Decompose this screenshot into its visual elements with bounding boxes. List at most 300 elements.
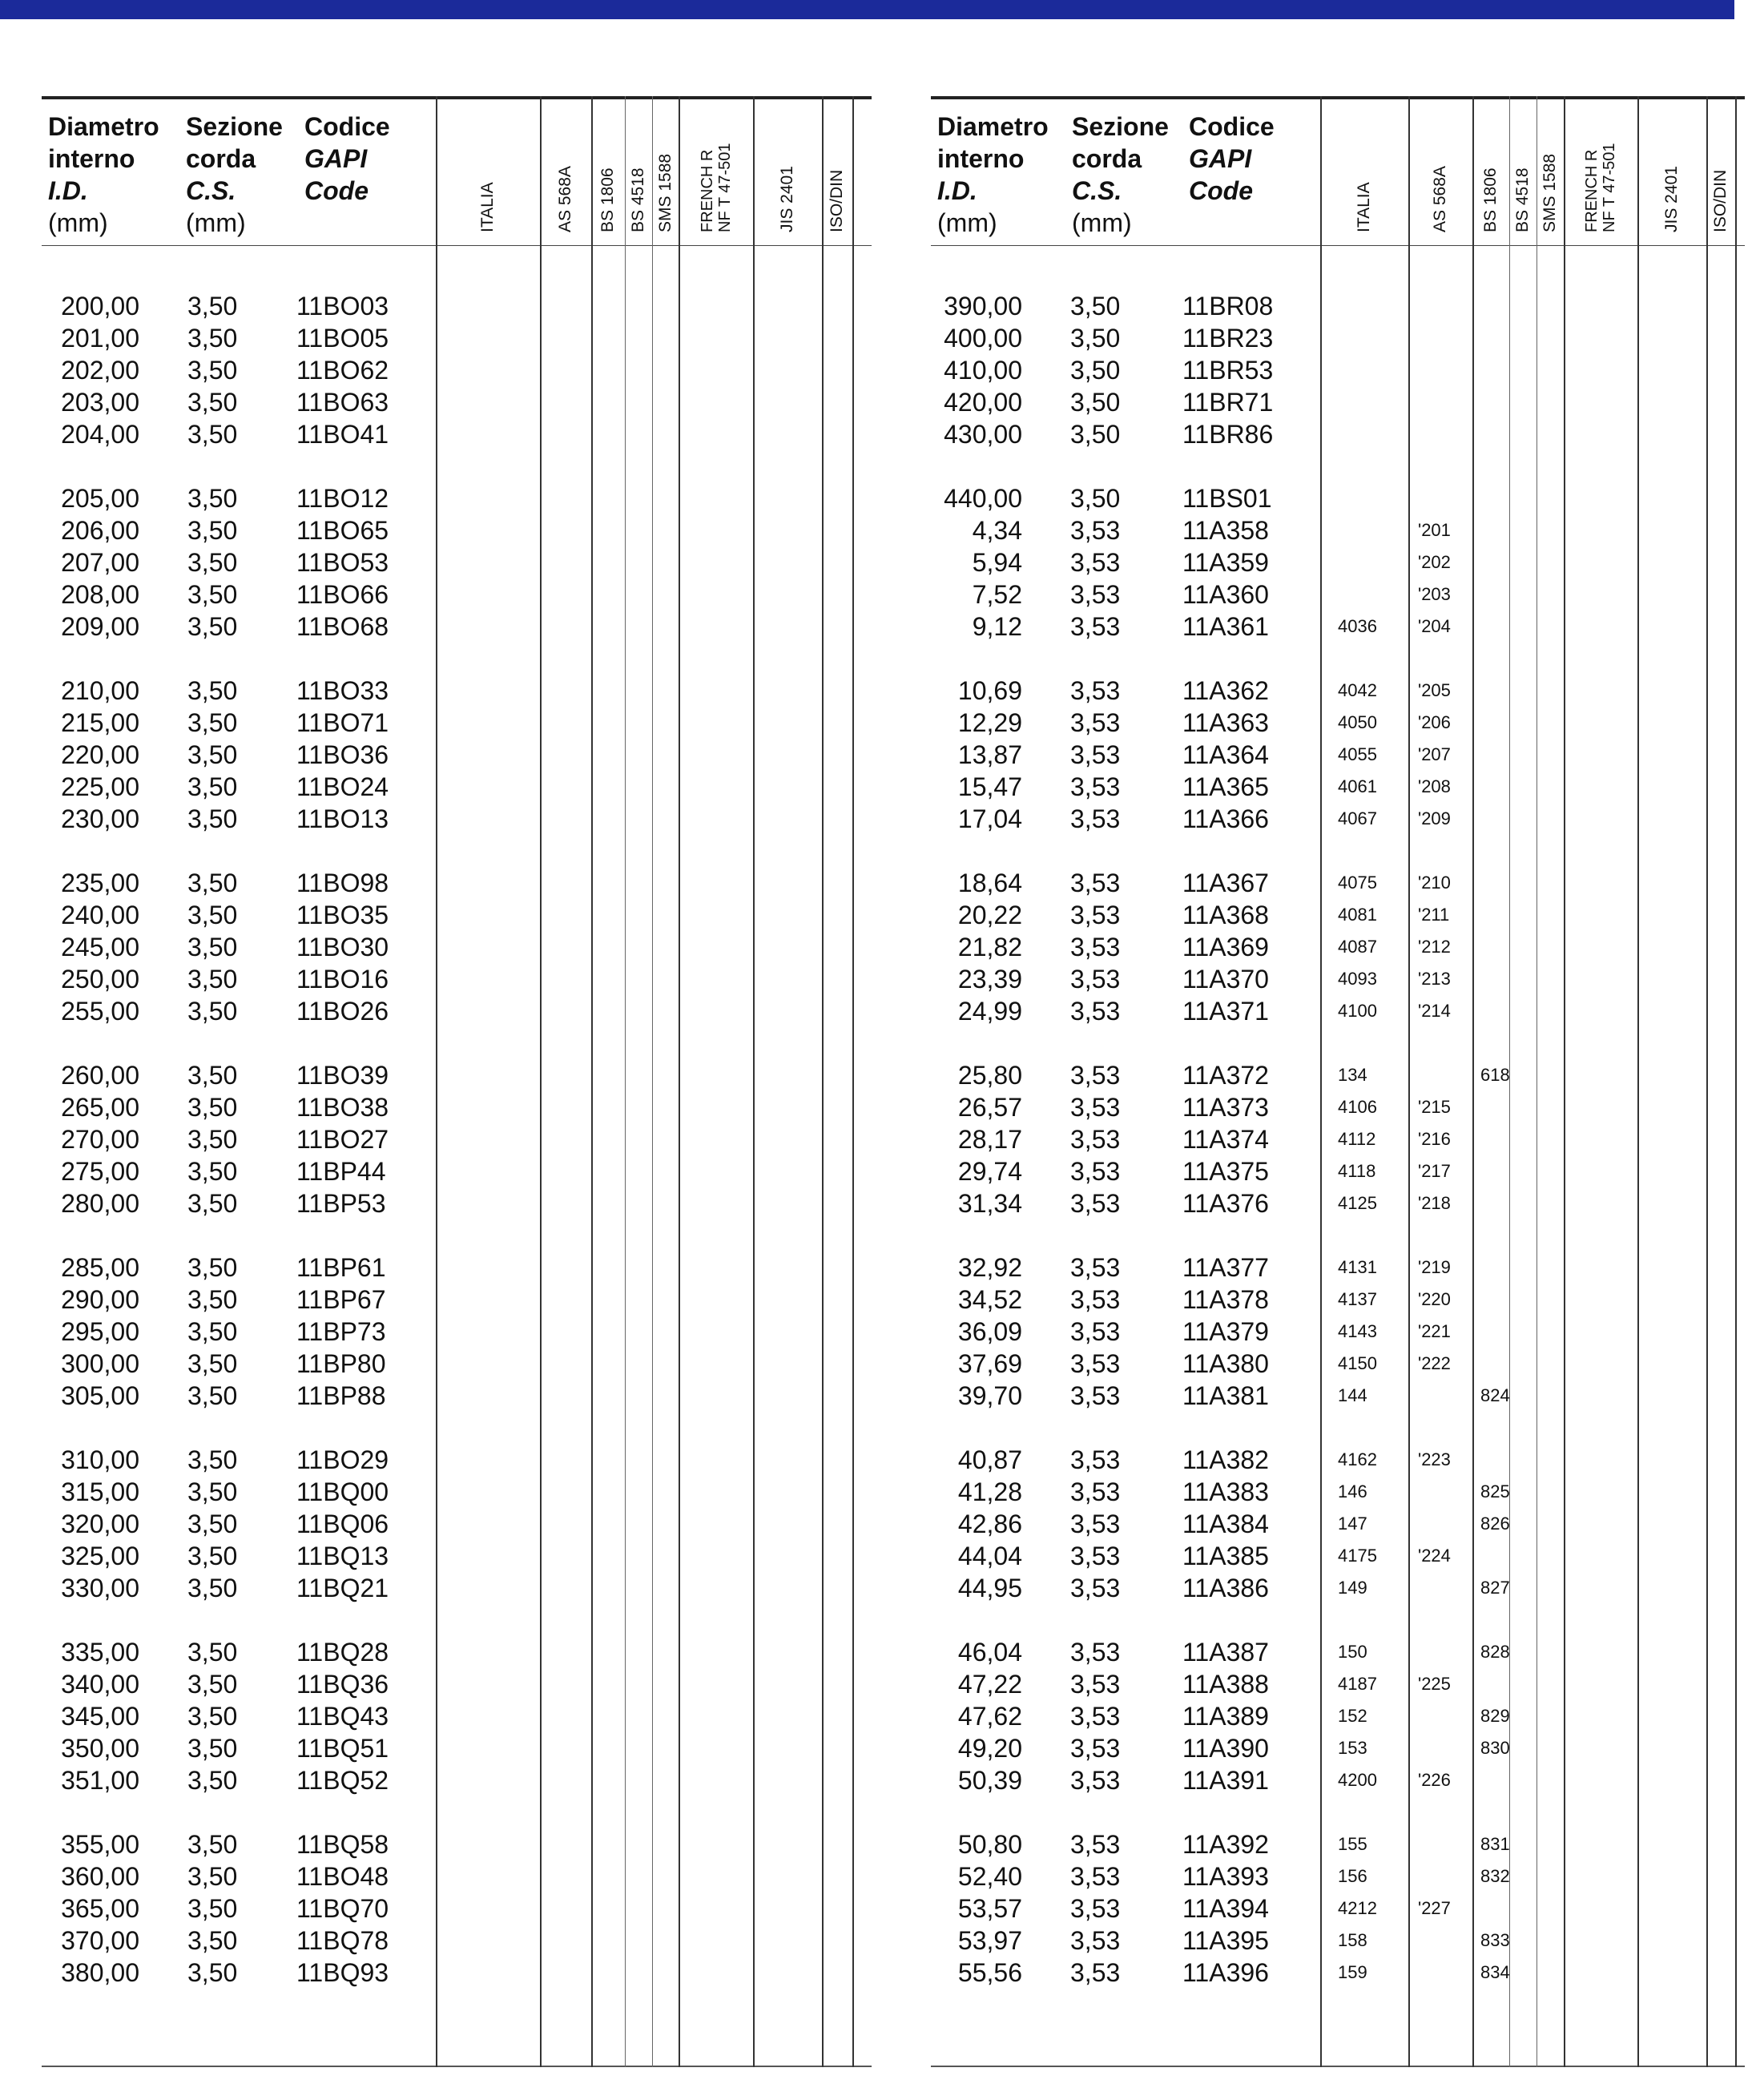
cell-diameter: 44,04 bbox=[957, 1542, 1022, 1570]
cell-italia: 4050 bbox=[1338, 712, 1377, 732]
cell-code: 11BP73 bbox=[296, 1317, 386, 1346]
cell-code: 11BO27 bbox=[296, 1125, 389, 1154]
cell-code: 11A367 bbox=[1182, 869, 1269, 897]
cell-code: 11A359 bbox=[1182, 548, 1269, 577]
header-jis2401 bbox=[1648, 152, 1696, 232]
cell-code: 11A395 bbox=[1182, 1926, 1269, 1955]
cell-as568a: '215 bbox=[1418, 1097, 1451, 1117]
table-row bbox=[931, 1892, 1745, 1925]
cell-diameter: 55,56 bbox=[957, 1958, 1022, 1987]
cell-diameter: 42,86 bbox=[957, 1510, 1022, 1538]
cell-cross-section: 3,53 bbox=[1070, 1574, 1121, 1602]
cell-code: 11BO35 bbox=[296, 901, 389, 929]
cell-code: 11A388 bbox=[1182, 1670, 1269, 1699]
header-line: Diametro bbox=[937, 112, 1049, 141]
cell-code: 11A376 bbox=[1182, 1189, 1269, 1218]
cell-italia: 144 bbox=[1338, 1385, 1367, 1405]
table-row bbox=[42, 1732, 872, 1764]
header-line: Diametro bbox=[48, 112, 159, 141]
cell-code: 11BO68 bbox=[296, 612, 389, 641]
cell-as568a: '221 bbox=[1418, 1321, 1451, 1341]
cell-as568a: '218 bbox=[1418, 1193, 1451, 1213]
cell-diameter: 225,00 bbox=[61, 772, 139, 801]
standard-label-line: FRENCH R bbox=[698, 149, 716, 232]
cell-diameter: 235,00 bbox=[61, 869, 139, 897]
cell-code: 11BO05 bbox=[296, 324, 389, 353]
cell-diameter: 209,00 bbox=[61, 612, 139, 641]
cell-diameter: 24,99 bbox=[957, 997, 1022, 1026]
cell-cross-section: 3,53 bbox=[1070, 1926, 1121, 1955]
cell-diameter: 370,00 bbox=[61, 1926, 139, 1955]
cell-code: 11BQ70 bbox=[296, 1894, 389, 1923]
cell-diameter: 350,00 bbox=[61, 1734, 139, 1763]
cell-cross-section: 3,50 bbox=[187, 1734, 238, 1763]
table-row bbox=[42, 675, 872, 707]
table-bottom-rule bbox=[931, 2066, 1745, 2067]
cell-italia: 4137 bbox=[1338, 1289, 1377, 1309]
header-line: interno bbox=[48, 144, 135, 173]
cell-cross-section: 3,50 bbox=[187, 1638, 238, 1667]
table-row bbox=[931, 354, 1745, 386]
cell-diameter: 250,00 bbox=[61, 965, 139, 994]
cell-code: 11BO62 bbox=[296, 356, 389, 385]
cell-italia: 159 bbox=[1338, 1962, 1367, 1982]
cell-as568a: '214 bbox=[1418, 1001, 1451, 1021]
standard-label bbox=[1583, 143, 1618, 232]
cell-code: 11BO41 bbox=[296, 420, 389, 449]
cell-code: 11A362 bbox=[1182, 676, 1269, 705]
cell-as568a: '206 bbox=[1418, 712, 1451, 732]
cell-cross-section: 3,53 bbox=[1070, 1510, 1121, 1538]
table-row bbox=[931, 1925, 1745, 1957]
cell-code: 11A385 bbox=[1182, 1542, 1269, 1570]
cell-diameter: 207,00 bbox=[61, 548, 139, 577]
table-row bbox=[931, 995, 1745, 1027]
table-row bbox=[42, 1059, 872, 1091]
cell-diameter: 203,00 bbox=[61, 388, 139, 417]
cell-italia: 4125 bbox=[1338, 1193, 1377, 1213]
cell-italia: 155 bbox=[1338, 1834, 1367, 1854]
cell-italia: 4212 bbox=[1338, 1898, 1377, 1918]
cell-cross-section: 3,50 bbox=[187, 420, 238, 449]
cell-cross-section: 3,50 bbox=[187, 901, 238, 929]
cell-code: 11BO24 bbox=[296, 772, 389, 801]
cell-diameter: 34,52 bbox=[957, 1285, 1022, 1314]
cell-cross-section: 3,53 bbox=[1070, 1381, 1121, 1410]
cell-cross-section: 3,53 bbox=[1070, 1734, 1121, 1763]
cell-as568a: '216 bbox=[1418, 1129, 1451, 1149]
cell-italia: 4200 bbox=[1338, 1770, 1377, 1790]
cell-diameter: 310,00 bbox=[61, 1445, 139, 1474]
standard-label-line: JIS 2401 bbox=[1662, 166, 1681, 232]
cell-italia: 4100 bbox=[1338, 1001, 1377, 1021]
table-row bbox=[931, 899, 1745, 931]
cell-cross-section: 3,50 bbox=[187, 740, 238, 769]
cell-code: 11A391 bbox=[1182, 1766, 1269, 1795]
header-code bbox=[304, 111, 390, 207]
table-row bbox=[931, 1187, 1745, 1219]
cell-cross-section: 3,53 bbox=[1070, 804, 1121, 833]
cell-code: 11A379 bbox=[1182, 1317, 1269, 1346]
cell-as568a: '222 bbox=[1418, 1353, 1451, 1373]
table-row bbox=[42, 546, 872, 578]
cell-cross-section: 3,53 bbox=[1070, 997, 1121, 1026]
cell-cross-section: 3,50 bbox=[187, 1542, 238, 1570]
table-row bbox=[931, 1860, 1745, 1892]
cell-cross-section: 3,53 bbox=[1070, 1830, 1121, 1859]
table-row bbox=[42, 578, 872, 611]
cell-code: 11A381 bbox=[1182, 1381, 1269, 1410]
table-row bbox=[931, 963, 1745, 995]
cell-cross-section: 3,50 bbox=[187, 292, 238, 320]
table-row bbox=[42, 867, 872, 899]
cell-italia: 4036 bbox=[1338, 616, 1377, 636]
cell-diameter: 202,00 bbox=[61, 356, 139, 385]
header-cross-section bbox=[1072, 111, 1169, 239]
cell-bs1806: 834 bbox=[1480, 1962, 1510, 1982]
cell-code: 11BQ93 bbox=[296, 1958, 389, 1987]
header-italia bbox=[1340, 152, 1388, 232]
cell-cross-section: 3,50 bbox=[187, 1477, 238, 1506]
cell-code: 11BO12 bbox=[296, 484, 389, 513]
cell-code: 11BQ21 bbox=[296, 1574, 389, 1602]
cell-diameter: 201,00 bbox=[61, 324, 139, 353]
cell-diameter: 340,00 bbox=[61, 1670, 139, 1699]
standard-label-line: JIS 2401 bbox=[778, 166, 796, 232]
cell-cross-section: 3,53 bbox=[1070, 708, 1121, 737]
table-row bbox=[931, 611, 1745, 643]
cell-cross-section: 3,50 bbox=[187, 1894, 238, 1923]
cell-diameter: 230,00 bbox=[61, 804, 139, 833]
cell-cross-section: 3,50 bbox=[187, 548, 238, 577]
table-row bbox=[42, 803, 872, 835]
cell-diameter: 300,00 bbox=[61, 1349, 139, 1378]
table-row bbox=[42, 1123, 872, 1155]
cell-as568a: '208 bbox=[1418, 776, 1451, 796]
cell-diameter: 351,00 bbox=[61, 1766, 139, 1795]
cell-code: 11A370 bbox=[1182, 965, 1269, 994]
table-row bbox=[42, 1572, 872, 1604]
cell-code: 11A383 bbox=[1182, 1477, 1269, 1506]
header-french bbox=[1577, 143, 1625, 232]
table-row bbox=[42, 963, 872, 995]
cell-bs1806: 826 bbox=[1480, 1514, 1510, 1534]
cell-cross-section: 3,53 bbox=[1070, 612, 1121, 641]
cell-cross-section: 3,53 bbox=[1070, 1638, 1121, 1667]
table-row bbox=[42, 290, 872, 322]
cell-italia: 134 bbox=[1338, 1065, 1367, 1085]
cell-code: 11BO36 bbox=[296, 740, 389, 769]
cell-bs1806: 825 bbox=[1480, 1481, 1510, 1501]
table-row bbox=[42, 418, 872, 450]
cell-italia: 4131 bbox=[1338, 1257, 1377, 1277]
cell-diameter: 17,04 bbox=[957, 804, 1022, 833]
cell-diameter: 380,00 bbox=[61, 1958, 139, 1987]
cell-diameter: 400,00 bbox=[944, 324, 1022, 353]
table-row bbox=[931, 1348, 1745, 1380]
cell-code: 11A386 bbox=[1182, 1574, 1269, 1602]
cell-cross-section: 3,50 bbox=[187, 997, 238, 1026]
cell-code: 11BS01 bbox=[1182, 484, 1272, 513]
cell-diameter: 315,00 bbox=[61, 1477, 139, 1506]
cell-code: 11BO33 bbox=[296, 676, 389, 705]
header-line: GAPI bbox=[304, 144, 368, 173]
cell-cross-section: 3,50 bbox=[187, 1189, 238, 1218]
cell-code: 11BR53 bbox=[1182, 356, 1274, 385]
cell-cross-section: 3,53 bbox=[1070, 1477, 1121, 1506]
cell-italia: 153 bbox=[1338, 1738, 1367, 1758]
cell-bs1806: 618 bbox=[1480, 1065, 1510, 1085]
cell-code: 11A364 bbox=[1182, 740, 1269, 769]
cell-italia: 152 bbox=[1338, 1706, 1367, 1726]
table-row bbox=[931, 546, 1745, 578]
cell-cross-section: 3,50 bbox=[187, 676, 238, 705]
cell-cross-section: 3,50 bbox=[187, 1349, 238, 1378]
table-row bbox=[42, 771, 872, 803]
cell-cross-section: 3,53 bbox=[1070, 1157, 1121, 1186]
cell-code: 11A382 bbox=[1182, 1445, 1269, 1474]
cell-diameter: 9,12 bbox=[972, 612, 1022, 641]
standard-label-line: BS 4518 bbox=[1513, 167, 1532, 232]
table-top-rule bbox=[931, 96, 1745, 99]
table-row bbox=[931, 386, 1745, 418]
cell-diameter: 28,17 bbox=[957, 1125, 1022, 1154]
table-row bbox=[42, 1284, 872, 1316]
table-row bbox=[931, 739, 1745, 771]
cell-italia: 158 bbox=[1338, 1930, 1367, 1950]
cell-diameter: 205,00 bbox=[61, 484, 139, 513]
cell-diameter: 53,97 bbox=[957, 1926, 1022, 1955]
cell-code: 11A360 bbox=[1182, 580, 1269, 609]
cell-as568a: '205 bbox=[1418, 680, 1451, 700]
cell-code: 11BQ78 bbox=[296, 1926, 389, 1955]
cell-diameter: 40,87 bbox=[957, 1445, 1022, 1474]
cell-cross-section: 3,50 bbox=[187, 1830, 238, 1859]
table-row bbox=[42, 931, 872, 963]
cell-diameter: 290,00 bbox=[61, 1285, 139, 1314]
header-line: I.D. bbox=[48, 176, 88, 205]
cell-cross-section: 3,53 bbox=[1070, 1542, 1121, 1570]
table-row bbox=[931, 1155, 1745, 1187]
cell-italia: 4106 bbox=[1338, 1097, 1377, 1117]
cell-cross-section: 3,50 bbox=[187, 804, 238, 833]
cell-cross-section: 3,53 bbox=[1070, 933, 1121, 961]
header-as568a bbox=[542, 152, 590, 232]
standard-label-line: ISO/DIN bbox=[1711, 169, 1730, 232]
cell-diameter: 5,94 bbox=[972, 548, 1022, 577]
header-italia bbox=[464, 152, 512, 232]
table-row bbox=[931, 1380, 1745, 1412]
cell-code: 11A365 bbox=[1182, 772, 1269, 801]
cell-italia: 4175 bbox=[1338, 1546, 1377, 1566]
header-isodin bbox=[1697, 152, 1745, 232]
cell-cross-section: 3,50 bbox=[187, 869, 238, 897]
cell-diameter: 200,00 bbox=[61, 292, 139, 320]
table-row bbox=[931, 1764, 1745, 1796]
cell-code: 11BO03 bbox=[296, 292, 389, 320]
cell-diameter: 49,20 bbox=[957, 1734, 1022, 1763]
cell-cross-section: 3,53 bbox=[1070, 1445, 1121, 1474]
header-jis2401 bbox=[763, 152, 812, 232]
cell-cross-section: 3,53 bbox=[1070, 1093, 1121, 1122]
cell-diameter: 46,04 bbox=[957, 1638, 1022, 1667]
header-sms1588 bbox=[1526, 152, 1574, 232]
cell-code: 11A373 bbox=[1182, 1093, 1269, 1122]
cell-cross-section: 3,50 bbox=[187, 965, 238, 994]
header-line: I.D. bbox=[937, 176, 977, 205]
header-line: (mm) bbox=[186, 208, 246, 237]
cell-diameter: 430,00 bbox=[944, 420, 1022, 449]
cell-diameter: 4,34 bbox=[972, 516, 1022, 545]
header-line: Sezione bbox=[186, 112, 283, 141]
cell-code: 11A393 bbox=[1182, 1862, 1269, 1891]
cell-code: 11A387 bbox=[1182, 1638, 1269, 1667]
cell-code: 11BO38 bbox=[296, 1093, 389, 1122]
table-row bbox=[931, 1828, 1745, 1860]
cell-italia: 150 bbox=[1338, 1642, 1367, 1662]
cell-cross-section: 3,50 bbox=[187, 772, 238, 801]
cell-as568a: '225 bbox=[1418, 1674, 1451, 1694]
standard-label-line: NF T 47-501 bbox=[1601, 143, 1618, 232]
standard-label bbox=[1711, 170, 1730, 232]
cell-cross-section: 3,50 bbox=[187, 388, 238, 417]
cell-italia: 4150 bbox=[1338, 1353, 1377, 1373]
standard-label-line: ISO/DIN bbox=[828, 169, 846, 232]
cell-code: 11A374 bbox=[1182, 1125, 1269, 1154]
cell-italia: 149 bbox=[1338, 1578, 1367, 1598]
standard-label-line: NF T 47-501 bbox=[715, 143, 734, 232]
header-line: C.S. bbox=[1072, 176, 1122, 205]
cell-as568a: '226 bbox=[1418, 1770, 1451, 1790]
cell-italia: 4112 bbox=[1338, 1129, 1376, 1149]
cell-diameter: 47,22 bbox=[957, 1670, 1022, 1699]
header-line: interno bbox=[937, 144, 1025, 173]
cell-cross-section: 3,53 bbox=[1070, 1125, 1121, 1154]
cell-code: 11BR71 bbox=[1182, 388, 1274, 417]
table-row bbox=[931, 867, 1745, 899]
cell-cross-section: 3,50 bbox=[187, 1702, 238, 1731]
cell-diameter: 13,87 bbox=[957, 740, 1022, 769]
header-line: Codice bbox=[1189, 112, 1275, 141]
cell-cross-section: 3,50 bbox=[1070, 356, 1121, 385]
cell-code: 11BO48 bbox=[296, 1862, 389, 1891]
cell-bs1806: 828 bbox=[1480, 1642, 1510, 1662]
standard-label-line: SMS 1588 bbox=[655, 153, 675, 232]
cell-diameter: 37,69 bbox=[957, 1349, 1022, 1378]
cell-diameter: 335,00 bbox=[61, 1638, 139, 1667]
cell-diameter: 270,00 bbox=[61, 1125, 139, 1154]
cell-cross-section: 3,50 bbox=[187, 324, 238, 353]
cell-as568a: '204 bbox=[1418, 616, 1451, 636]
standard-label bbox=[1541, 154, 1560, 232]
right-table bbox=[931, 96, 1745, 2067]
cell-italia: 146 bbox=[1338, 1481, 1367, 1501]
header-sms1588 bbox=[642, 152, 690, 232]
cell-code: 11BO39 bbox=[296, 1061, 389, 1090]
cell-code: 11BR23 bbox=[1182, 324, 1274, 353]
header-line: Sezione bbox=[1072, 112, 1169, 141]
cell-cross-section: 3,53 bbox=[1070, 901, 1121, 929]
header-line: (mm) bbox=[937, 208, 997, 237]
cell-diameter: 305,00 bbox=[61, 1381, 139, 1410]
table-row bbox=[931, 514, 1745, 546]
cell-diameter: 39,70 bbox=[957, 1381, 1022, 1410]
cell-code: 11A380 bbox=[1182, 1349, 1269, 1378]
cell-code: 11BP67 bbox=[296, 1285, 386, 1314]
standard-label bbox=[1431, 166, 1450, 232]
cell-diameter: 255,00 bbox=[61, 997, 139, 1026]
standard-label bbox=[1355, 182, 1374, 232]
table-row bbox=[42, 1316, 872, 1348]
standard-label-line: ITALIA bbox=[1355, 182, 1373, 232]
cell-as568a: '223 bbox=[1418, 1449, 1451, 1469]
cell-as568a: '220 bbox=[1418, 1289, 1451, 1309]
cell-diameter: 53,57 bbox=[957, 1894, 1022, 1923]
table-row bbox=[42, 1668, 872, 1700]
cell-code: 11A384 bbox=[1182, 1510, 1269, 1538]
table-row bbox=[42, 1155, 872, 1187]
standard-label bbox=[1662, 166, 1681, 232]
header-line: corda bbox=[1072, 144, 1142, 173]
cell-as568a: '212 bbox=[1418, 937, 1451, 957]
cell-code: 11A392 bbox=[1182, 1830, 1269, 1859]
cell-diameter: 355,00 bbox=[61, 1830, 139, 1859]
standard-label bbox=[1481, 167, 1500, 232]
cell-italia: 4075 bbox=[1338, 873, 1377, 893]
table-row bbox=[931, 675, 1745, 707]
cell-cross-section: 3,50 bbox=[187, 1862, 238, 1891]
top-color-bar bbox=[0, 0, 1734, 19]
table-row bbox=[42, 482, 872, 514]
cell-code: 11BP80 bbox=[296, 1349, 386, 1378]
table-row bbox=[931, 771, 1745, 803]
cell-code: 11A361 bbox=[1182, 612, 1269, 641]
cell-code: 11BO53 bbox=[296, 548, 389, 577]
cell-cross-section: 3,50 bbox=[187, 1445, 238, 1474]
standard-label-line: BS 1806 bbox=[1481, 167, 1500, 232]
header-line: (mm) bbox=[1072, 208, 1132, 237]
cell-diameter: 10,69 bbox=[957, 676, 1022, 705]
cell-cross-section: 3,53 bbox=[1070, 1894, 1121, 1923]
table-row bbox=[931, 482, 1745, 514]
cell-code: 11BQ58 bbox=[296, 1830, 389, 1859]
cell-diameter: 204,00 bbox=[61, 420, 139, 449]
table-row bbox=[42, 1892, 872, 1925]
cell-code: 11BQ36 bbox=[296, 1670, 389, 1699]
cell-bs1806: 824 bbox=[1480, 1385, 1510, 1405]
cell-diameter: 410,00 bbox=[944, 356, 1022, 385]
cell-cross-section: 3,50 bbox=[1070, 292, 1121, 320]
table-row bbox=[42, 1444, 872, 1476]
table-row bbox=[931, 1123, 1745, 1155]
cell-as568a: '227 bbox=[1418, 1898, 1451, 1918]
cell-as568a: '219 bbox=[1418, 1257, 1451, 1277]
table-row bbox=[931, 290, 1745, 322]
cell-code: 11A358 bbox=[1182, 516, 1269, 545]
cell-italia: 4055 bbox=[1338, 744, 1377, 764]
header-rule bbox=[931, 245, 1745, 246]
table-row bbox=[42, 1860, 872, 1892]
cell-italia: 4087 bbox=[1338, 937, 1377, 957]
cell-diameter: 275,00 bbox=[61, 1157, 139, 1186]
standard-label bbox=[778, 166, 797, 232]
table-row bbox=[931, 803, 1745, 835]
cell-cross-section: 3,53 bbox=[1070, 1702, 1121, 1731]
cell-diameter: 50,80 bbox=[957, 1830, 1022, 1859]
header-as568a bbox=[1416, 152, 1464, 232]
standard-label bbox=[699, 143, 734, 232]
cell-as568a: '211 bbox=[1418, 905, 1450, 925]
